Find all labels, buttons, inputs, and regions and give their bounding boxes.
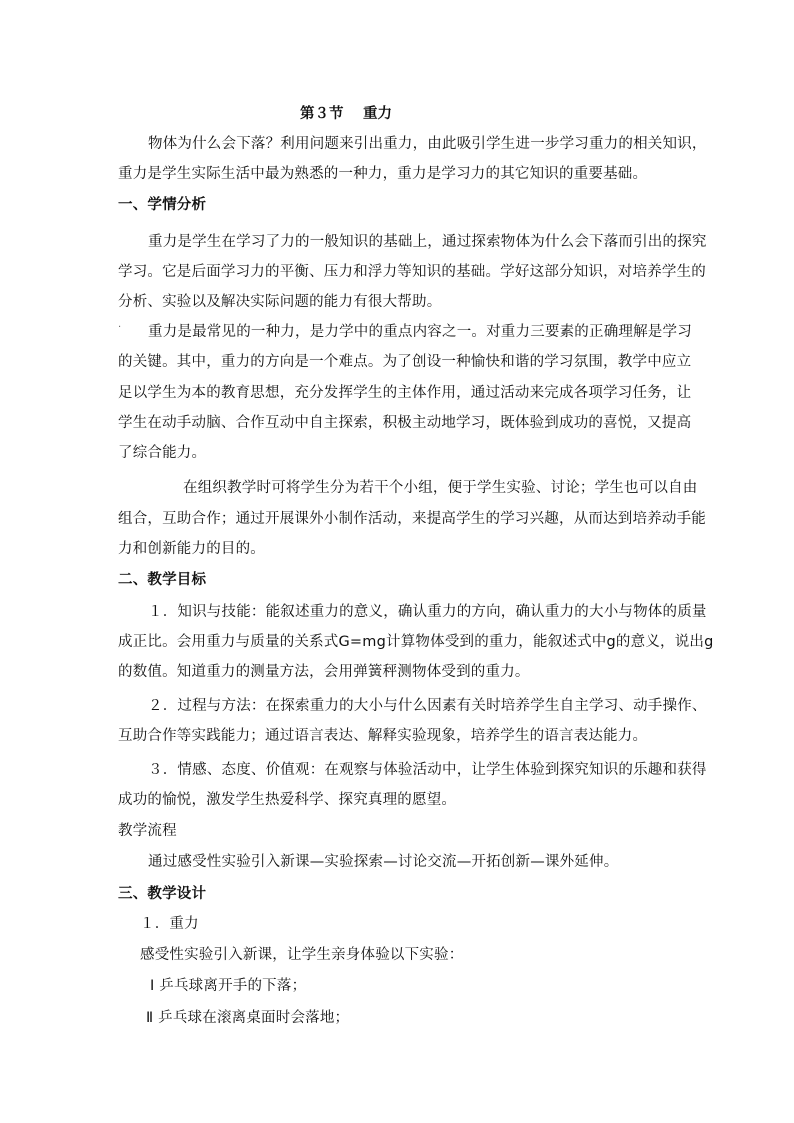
intro-line-1: 物体为什么会下落？利用问题来引出重力，由此吸引学生进一步学习重力的相关知识，: [148, 136, 707, 152]
analysis-p1-line-2: 学习。它是后面学习力的平衡、压力和浮力等知识的基础。学好这部分知识，对培养学生的: [118, 264, 706, 280]
intro-line-2: 重力是学生实际生活中最为熟悉的一种力，重力是学习力的其它知识的重要基础。: [118, 166, 648, 182]
analysis-p2-line-4: 学生在动手动脑、合作互动中自主探索，积极主动地学习，既体验到成功的喜悦，又提高: [118, 415, 692, 431]
bullet-mark: ·: [118, 322, 122, 333]
goal3-line-2: 成功的愉悦，激发学生热爱科学、探究真理的愿望。: [118, 792, 457, 808]
analysis-p2-line-1: 重力是最常见的一种力，是力学中的重点内容之一。对重力三要素的正确理解是学习: [148, 324, 692, 340]
goal1-line-1: １．知识与技能：能叙述重力的意义，确认重力的方向，确认重力的大小与物体的质量: [148, 604, 707, 620]
analysis-p1-line-3: 分析、实验以及解决实际问题的能力有很大帮助。: [118, 294, 442, 310]
goal1-line-3: 的数值。知道重力的测量方法，会用弹簧秤测物体受到的重力。: [118, 664, 530, 680]
flow-label: 教学流程: [118, 823, 177, 839]
experiment-2: Ⅱ 乒乓球在滚离桌面时会落地；: [146, 1010, 350, 1026]
analysis-p1-line-1: 重力是学生在学习了力的一般知识的基础上，通过探索物体为什么会下落而引出的探究: [148, 234, 707, 250]
goal1-line-2: 成正比。会用重力与质量的关系式G=mg计算物体受到的重力，能叙述式中g的意义，说出g: [118, 634, 714, 650]
design-item-1-text: 感受性实验引入新课，让学生亲身体验以下实验：: [140, 947, 464, 963]
experiment-1: Ⅰ 乒乓球离开手的下落；: [150, 978, 307, 994]
goal2-line-1: ２．过程与方法：在探索重力的大小与什么因素有关时培养学生自主学习、动手操作、: [148, 698, 707, 714]
analysis-p2-line-3: 足以学生为本的教育思想，充分发挥学生的主体作用，通过活动来完成各项学习任务，让: [118, 385, 692, 401]
analysis-p3-line-3: 力和创新能力的目的。: [118, 541, 265, 557]
section-heading-analysis: 一、学情分析: [118, 197, 207, 213]
flow-text: 通过感受性实验引入新课—实验探索—讨论交流—开拓创新—课外延伸。: [148, 854, 619, 870]
goal3-line-1: ３．情感、态度、价值观：在观察与体验活动中，让学生体验到探究知识的乐趣和获得: [148, 762, 707, 778]
page-title: 第３节 重力: [300, 106, 393, 122]
section-heading-goals: 二、教学目标: [118, 572, 207, 588]
analysis-p3-line-1: 在组织教学时可将学生分为若干个小组，便于学生实验、讨论；学生也可以自由: [183, 480, 698, 496]
goal2-line-2: 互助合作等实践能力；通过语言表达、解释实验现象，培养学生的语言表达能力。: [118, 728, 648, 744]
section-heading-design: 三、教学设计: [118, 886, 207, 902]
design-item-1: １．重力: [140, 916, 199, 932]
analysis-p3-line-2: 组合，互助合作；通过开展课外小制作活动，来提高学生的学习兴趣，从而达到培养动手能: [118, 511, 706, 527]
analysis-p2-line-5: 了综合能力。: [118, 445, 207, 461]
analysis-p2-line-2: 的关键。其中，重力的方向是一个难点。为了创设一种愉快和谐的学习氛围，教学中应立: [118, 354, 692, 370]
